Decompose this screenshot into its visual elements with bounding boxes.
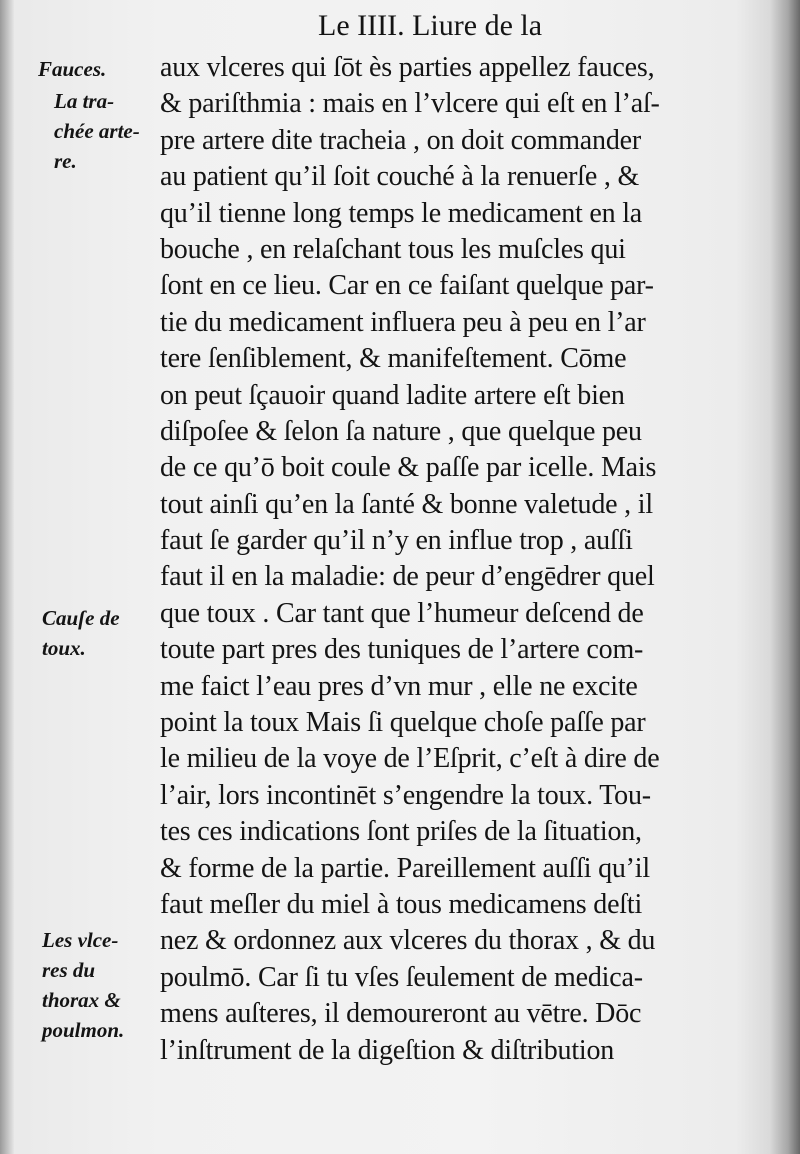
text-line: point la toux Mais ſi quelque choſe paſſe par — [160, 707, 646, 739]
margin-note-line: Fauces. — [38, 57, 107, 81]
text-line: l’air, lors incontinēt s’engendre la toux. Tou- — [160, 779, 651, 811]
text-line: tie du medicament influera peu à peu en l’ar — [160, 306, 646, 338]
text-line: mens auſteres, il demoureront au vētre. Dōc — [160, 998, 642, 1030]
text-line: on peut ſçauoir quand ladite artere eſt bien — [160, 379, 625, 411]
text-line: poulmō. Car ſi tu vſes ſeulement de medica- — [160, 961, 643, 993]
text-line: diſpoſee & ſelon ſa nature , que quelque peu — [160, 415, 642, 447]
text-line: bouche , en relaſchant tous les muſcles qui — [160, 233, 626, 265]
text-line: ſont en ce lieu. Car en ce faiſant quelque par- — [160, 270, 654, 302]
body-text — [160, 50, 760, 1069]
text-line: que toux . Car tant que l’humeur deſcend de — [160, 597, 644, 629]
text-line: l’inſtrument de la digeſtion & diſtribution — [160, 1034, 615, 1066]
text-line: de ce qu’ō boit coule & paſſe par icelle. Mais — [160, 452, 657, 484]
running-head: Le IIII. Liure de la — [318, 9, 543, 42]
text-line: faut il en la maladie: de peur d’engēdrer quel — [160, 561, 655, 593]
margin-note-line: poulmon. — [42, 1018, 125, 1042]
margin-note-ulceres-thorax — [42, 925, 124, 1045]
text-line: le milieu de la voye de l’Eſprit, c’eſt à dire de — [160, 743, 660, 775]
margin-note-line: La tra- — [54, 89, 115, 113]
text-line: & forme de la partie. Pareillement auſſi qu’il — [160, 852, 650, 884]
text-line: aux vlceres qui ſōt ès parties appellez fauces, — [160, 52, 655, 83]
margin-note-cause-toux — [42, 603, 120, 663]
text-line: faut ſe garder qu’il n’y en influe trop , auſſi — [160, 525, 633, 557]
text-line: faut meſler du miel à tous medicamens deſti — [160, 888, 643, 920]
text-line: au patient qu’il ſoit couché à la renuerſe , & — [160, 161, 640, 193]
margin-note-trachee — [54, 86, 140, 176]
margin-note-line: thorax & — [42, 988, 121, 1012]
margin-note-line: toux. — [42, 636, 86, 660]
text-line: & pariſthmia : mais en l’vlcere qui eſt en l’aſ- — [160, 88, 660, 120]
page-edge-shadow — [770, 0, 800, 1154]
text-line: tes ces indications ſont priſes de la ſituation, — [160, 816, 642, 848]
text-line: qu’il tienne long temps le medicament en la — [160, 197, 643, 229]
text-line: me faict l’eau pres d’vn mur , elle ne excite — [160, 670, 638, 702]
margin-note-line: Cauſe de — [42, 606, 120, 630]
text-line: tere ſenſiblement, & manifeſtement. Cōme — [160, 343, 627, 375]
text-line: nez & ordonnez aux vlceres du thorax , & du — [160, 925, 656, 957]
text-line: pre artere dite tracheia , on doit commander — [160, 124, 641, 156]
margin-note-line: res du — [42, 958, 96, 982]
margin-note-line: re. — [54, 149, 77, 173]
margin-notes — [0, 0, 160, 1154]
text-line: tout ainſi qu’en la ſanté & bonne valetude , il — [160, 488, 653, 520]
margin-note-line: chée arte- — [54, 119, 140, 143]
margin-note-line: Les vlce- — [42, 928, 119, 952]
text-line: toute part pres des tuniques de l’artere com- — [160, 634, 644, 666]
margin-note-fauces — [38, 54, 106, 84]
